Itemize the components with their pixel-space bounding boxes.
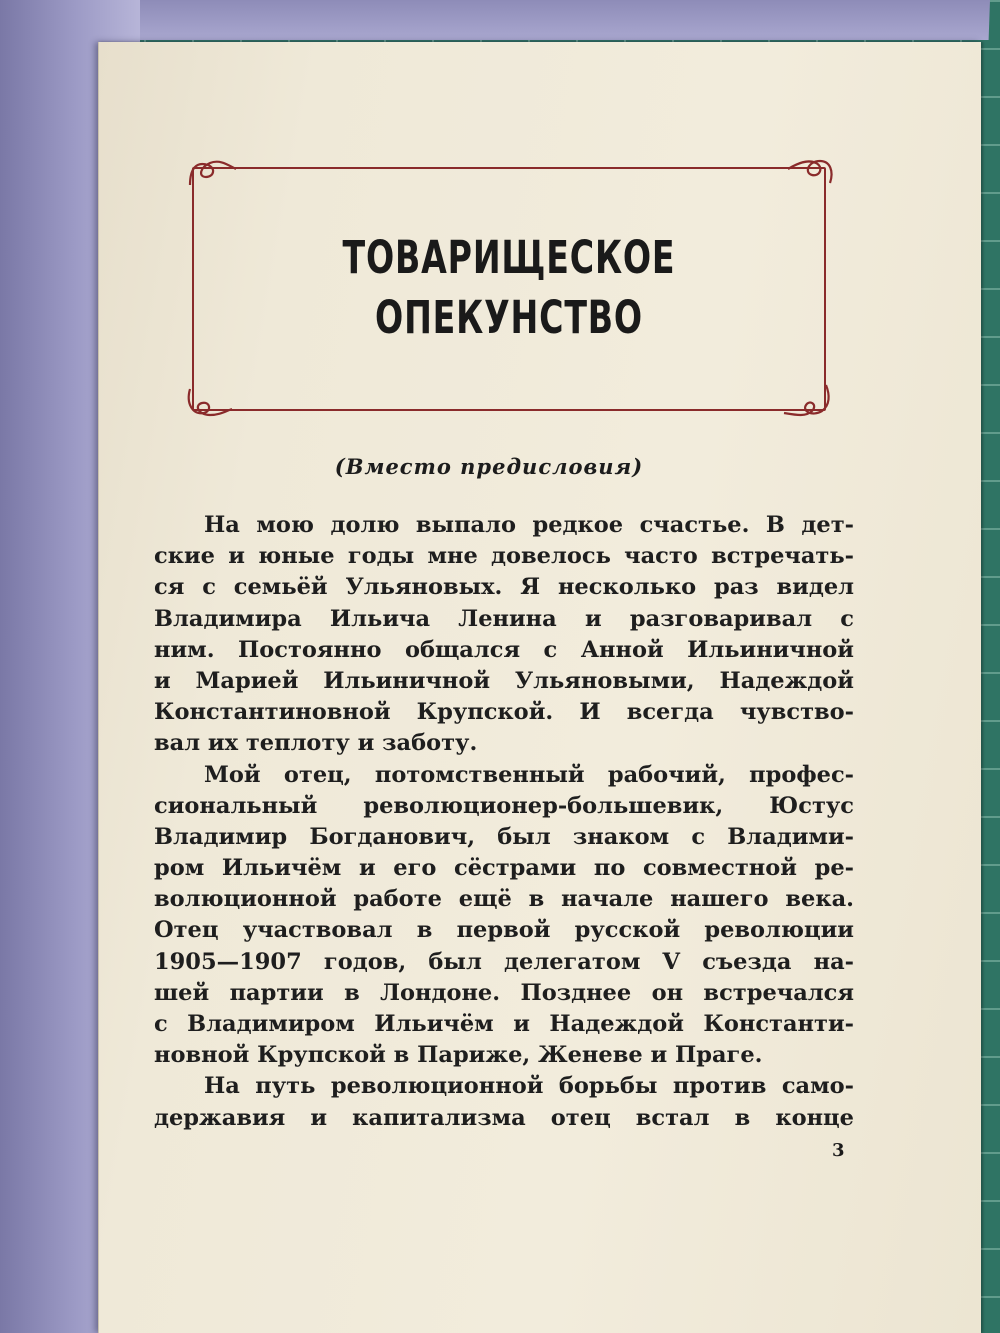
text-line: шей партии в Лондоне. Позднее он встречался (154, 979, 854, 1006)
text-line: Владимира Ильича Ленина и разговаривал с (154, 605, 854, 632)
text-line: ские и юные годы мне довелось часто встречать- (154, 543, 854, 570)
text-line: Владимир Богданович, был знаком с Владими- (154, 823, 854, 850)
text-line: На путь революционной борьбы против само- (204, 1073, 854, 1100)
text-line: На мою долю выпало редкое счастье. В дет- (204, 512, 854, 538)
body-text (154, 510, 854, 1134)
chapter-title-line-2: ОПЕКУНСТВО (375, 291, 643, 344)
chapter-title-line-1: ТОВАРИЩЕСКОЕ (342, 231, 676, 284)
page-number: 3 (832, 1140, 845, 1161)
title-frame (192, 167, 826, 411)
ribbon-ornament-top-right-icon (786, 153, 840, 207)
text-line: ся с семьёй Ульяновых. Я несколько раз видел (154, 574, 854, 601)
text-line: сиональный революционер-большевик, Юстус (154, 792, 854, 819)
text-line: ним. Постоянно общался с Анной Ильиничной (154, 636, 854, 663)
text-line: Константиновной Крупской. И всегда чувство- (154, 699, 854, 726)
text-line: ром Ильичём и его сёстрами по совместной ре- (154, 855, 854, 882)
ribbon-ornament-top-left-icon (186, 155, 240, 209)
text-line: и Марией Ильиничной Ульяновыми, Надеждой (154, 667, 854, 694)
text-line: Отец участвовал в первой русской революции (154, 917, 854, 944)
text-line: Мой отец, потомственный рабочий, профес- (204, 761, 854, 788)
chapter-subtitle: (Вместо предисловия) (334, 454, 644, 479)
book-page (98, 42, 981, 1333)
text-line: волюционной работе ещё в начале нашего века. (154, 886, 854, 913)
text-line: державия и капитализма отец встал в конце (154, 1104, 854, 1131)
text-line: 1905—1907 годов, был делегатом V съезда на- (154, 948, 854, 975)
text-line: вал их теплоту и заботу. (154, 730, 478, 757)
book-cover-top-edge (0, 0, 990, 40)
ribbon-ornament-bottom-right-icon (782, 371, 836, 425)
text-line: новной Крупской в Париже, Женеве и Праге. (154, 1042, 763, 1069)
ribbon-ornament-bottom-left-icon (180, 369, 234, 423)
text-line: с Владимиром Ильичём и Надеждой Константи- (154, 1011, 854, 1037)
